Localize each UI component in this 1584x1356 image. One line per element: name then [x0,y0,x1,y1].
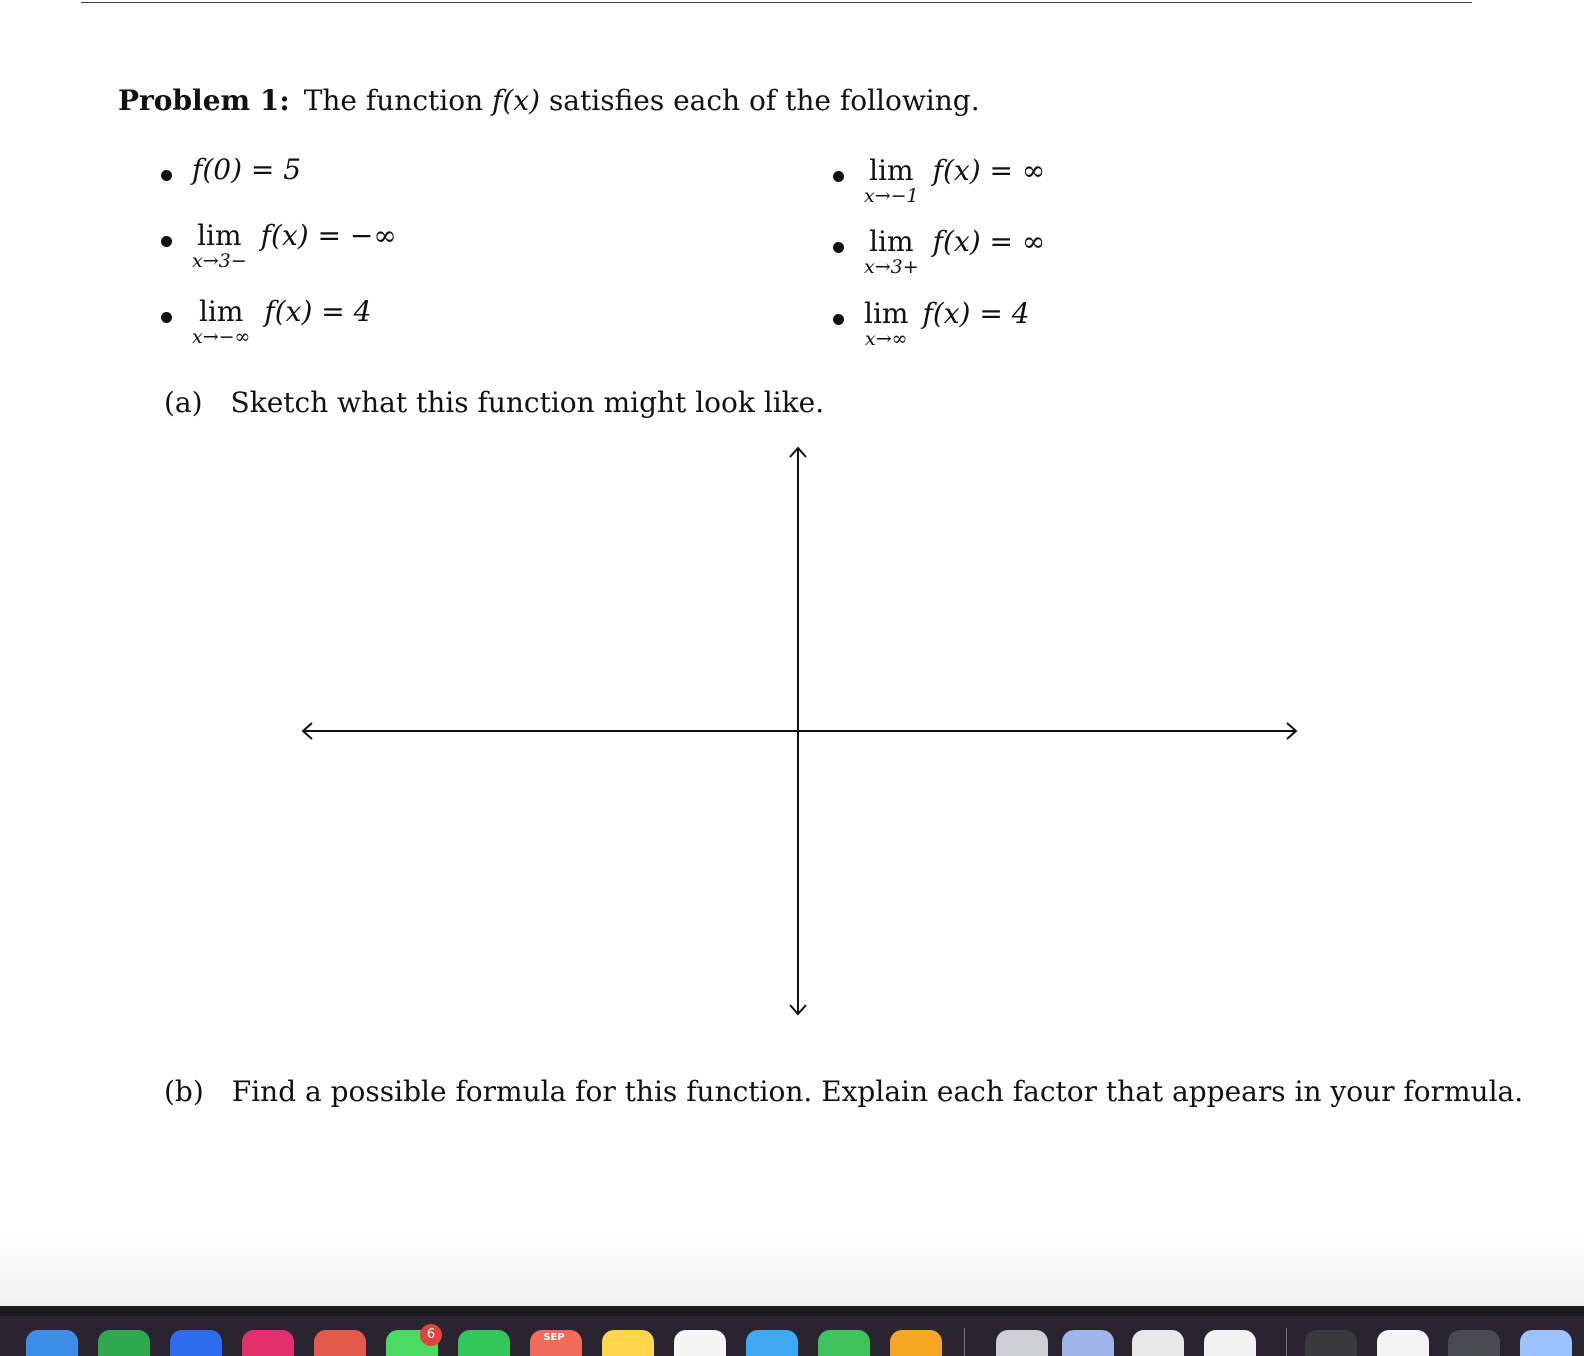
problem-intro-prefix: The function [303,84,484,117]
window-thumbnail-icon[interactable] [1377,1330,1429,1356]
dock-edge [0,1306,1584,1316]
docs-icon[interactable] [674,1330,726,1356]
pages-icon[interactable] [890,1330,942,1356]
zoom-icon[interactable] [170,1330,222,1356]
limit-subscript: x→∞ [865,328,908,350]
part-b-label: (b) [164,1075,204,1108]
condition-expression: f(0) = 5 [192,153,302,186]
notification-badge: 6 [420,1324,442,1346]
facetime-icon[interactable] [458,1330,510,1356]
window-thumbnail-icon[interactable] [1305,1330,1357,1356]
part-a-label: (a) [164,386,203,419]
chrome-icon[interactable] [1132,1330,1184,1356]
dock-separator [1286,1328,1287,1356]
calendar-month-label: SEP [543,1332,565,1343]
limit-subscript: x→3+ [864,256,919,278]
app-red-icon[interactable] [314,1330,366,1356]
lim-word: lim [869,154,914,187]
notes-icon[interactable] [602,1330,654,1356]
problem-label: Problem 1: [118,84,290,117]
appstore-icon[interactable] [746,1330,798,1356]
numbers-icon[interactable] [818,1330,870,1356]
problem-intro-suffix: satisfies each of the following. [548,84,980,117]
dock-separator [964,1328,965,1356]
function-symbol: f(x) [492,84,541,117]
window-thumbnail-icon[interactable] [1520,1330,1572,1356]
lim-word: lim [197,219,242,252]
condition-expression: f(x) = 4 [922,297,1030,330]
launchpad-icon[interactable] [996,1330,1048,1356]
instagram-icon[interactable] [242,1330,294,1356]
condition-expression: f(x) = ∞ [932,154,1046,187]
part-b-text: Find a possible formula for this function. Explain each factor that appears in your formula. [231,1075,1524,1108]
part-b [164,1075,1523,1108]
finder-icon[interactable] [26,1330,78,1356]
condition-expression: f(x) = ∞ [932,225,1046,258]
limit-subscript: x→−1 [864,185,919,207]
lim-word: lim [869,225,914,258]
podcast-icon[interactable] [1204,1330,1256,1356]
limit-subscript: x→3− [192,250,247,272]
part-a-text: Sketch what this function might look like. [230,386,825,419]
lim-word: lim [198,295,244,328]
lim-word: lim [864,297,909,330]
sheets-icon[interactable] [98,1330,150,1356]
dock [0,1306,1584,1356]
condition-expression: f(x) = −∞ [260,219,397,252]
preview-icon[interactable] [1062,1330,1114,1356]
limit-subscript: x→−∞ [192,326,251,348]
window-thumbnail-icon[interactable] [1448,1330,1500,1356]
condition-expression: f(x) = 4 [264,295,372,328]
